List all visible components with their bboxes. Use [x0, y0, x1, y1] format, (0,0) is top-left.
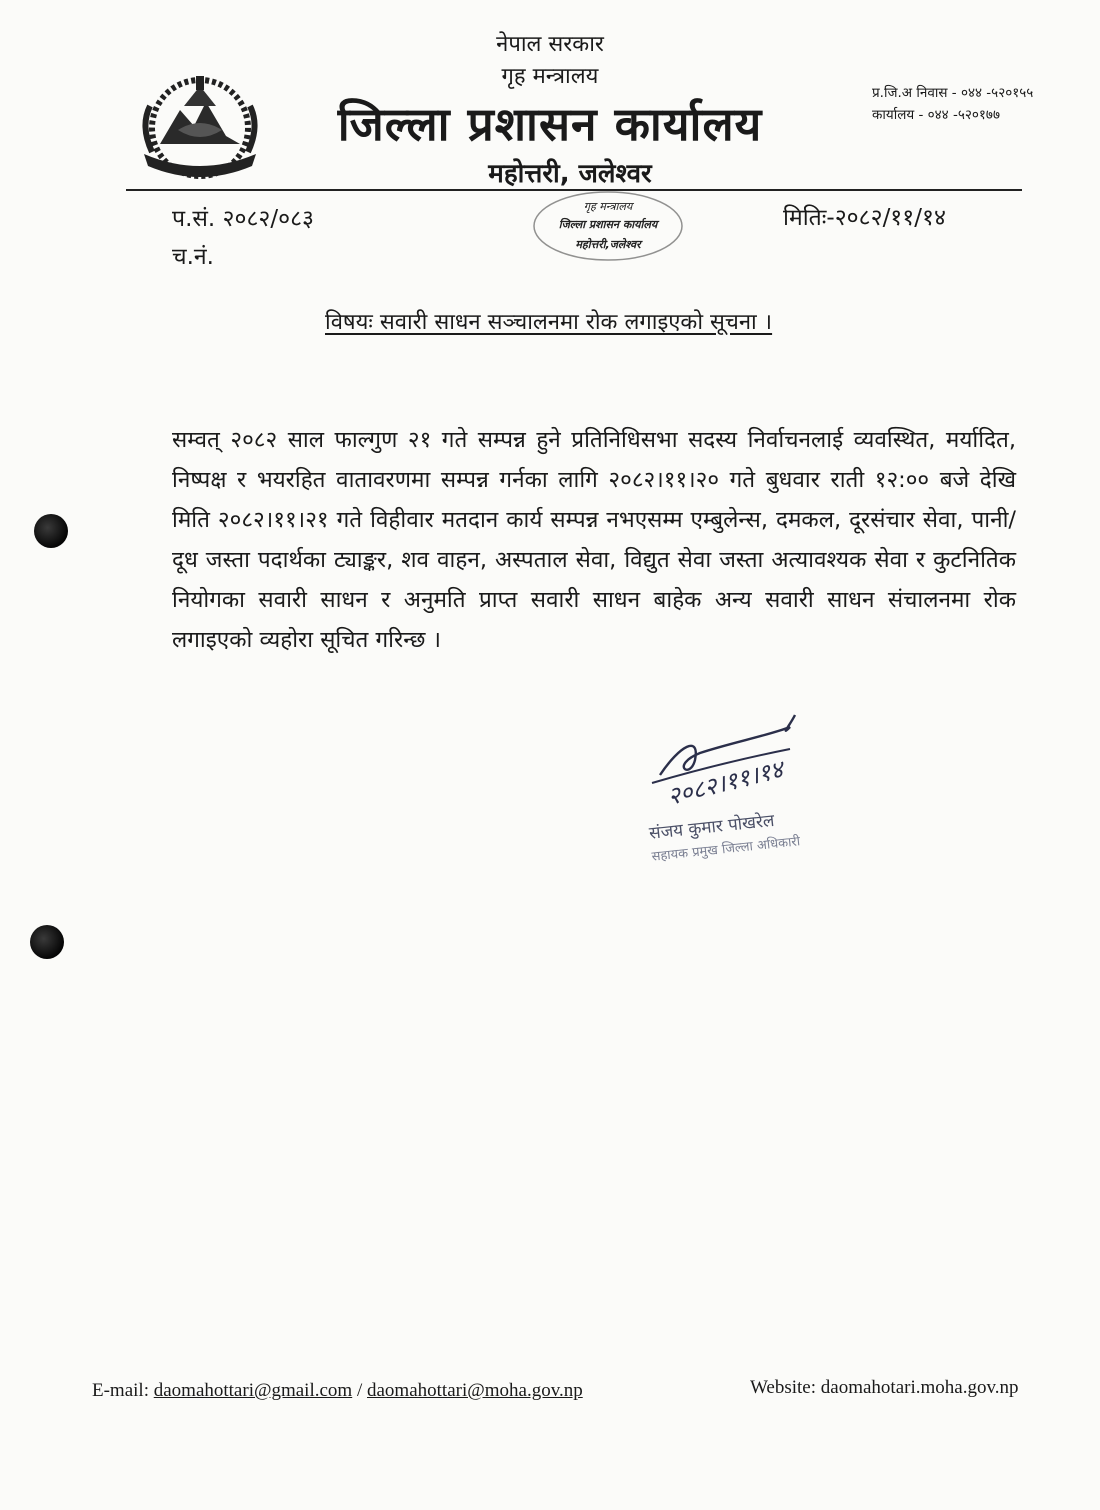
notice-body: सम्वत् २०८२ साल फाल्गुण २१ गते सम्पन्न हुने प्रतिनिधिसभा सदस्य निर्वाचनलाई व्यवस्थित, मर्यादित, निष्पक्ष र भयरहित वातावरणमा सम्पन्न गर्नका लागि २०८२।११।२० गते बुधवार राती १२:०० बजे देखि मिति २०८२।११।२१ गते विहीवार मतदान कार्य सम्पन्न नभएसम्म एम्बुलेन्स, दमकल, दूरसंचार सेवा, पानी/दूध जस्ता पदार्थका ट्याङ्कर, शव वाहन, अस्पताल सेवा, विद्युत सेवा जस्ता अत्यावश्यक सेवा र कुटनितिक नियोगका सवारी साधन र अनुमति प्राप्त सवारी साधन बाहेक अन्य सवारी साधन संचालनमा रोक लगाइएको व्यहोरा सूचित गरिन्छ । — [172, 427, 1016, 653]
ministry-name: गृह मन्त्रालय — [501, 64, 599, 89]
footer-email — [92, 1380, 583, 1402]
website-label: Website: — [750, 1377, 817, 1398]
footer-website — [750, 1377, 1018, 1399]
government-name: नेपाल सरकार — [496, 32, 604, 57]
stamp-line-2: जिल्ला प्रशासन कार्यालय — [558, 218, 658, 231]
signer-designation: सहायक प्रमुख जिल्ला अधिकारी — [650, 834, 801, 865]
email-link-moha[interactable]: daomahottari@moha.gov.np — [367, 1380, 583, 1401]
punch-hole — [30, 925, 64, 959]
website-link[interactable]: daomahotari.moha.gov.np — [820, 1377, 1019, 1398]
email-separator: / — [356, 1380, 363, 1401]
stamp-line-3: महोत्तरी,जलेश्वर — [575, 238, 641, 251]
email-link-gmail[interactable]: daomahottari@gmail.com — [153, 1380, 353, 1401]
notice-subject: विषयः सवारी साधन सञ्चालनमा रोक लगाइएको सूचना । — [325, 310, 773, 335]
district-location: महोत्तरी, जलेश्वर — [488, 159, 652, 189]
residence-phone: प्र.जि.अ निवास - ०४४ -५२०१५५ — [872, 85, 1034, 101]
stamp-line-1: गृह मन्त्रालय — [583, 200, 633, 213]
punch-hole — [34, 514, 68, 548]
email-label: E-mail: — [92, 1380, 149, 1401]
signer-block — [648, 806, 801, 869]
office-phone: कार्यालय - ०४४ -५२०१७७ — [872, 107, 1000, 123]
phone-numbers — [872, 82, 1033, 126]
letter-date: मितिः-२०८२/११/१४ — [783, 205, 946, 231]
office-stamp — [528, 186, 688, 266]
signer-name: संजय कुमार पोखरेल — [648, 810, 776, 844]
dispatch-number: च.नं. — [172, 244, 214, 270]
reference-block — [172, 200, 314, 276]
office-name: जिल्ला प्रशासन कार्यालय — [337, 97, 763, 151]
letter-number: प.सं. २०८२/०८३ — [172, 206, 315, 232]
signature-date: २०८२।११।१४ — [664, 755, 786, 811]
handwritten-signature — [640, 705, 880, 815]
